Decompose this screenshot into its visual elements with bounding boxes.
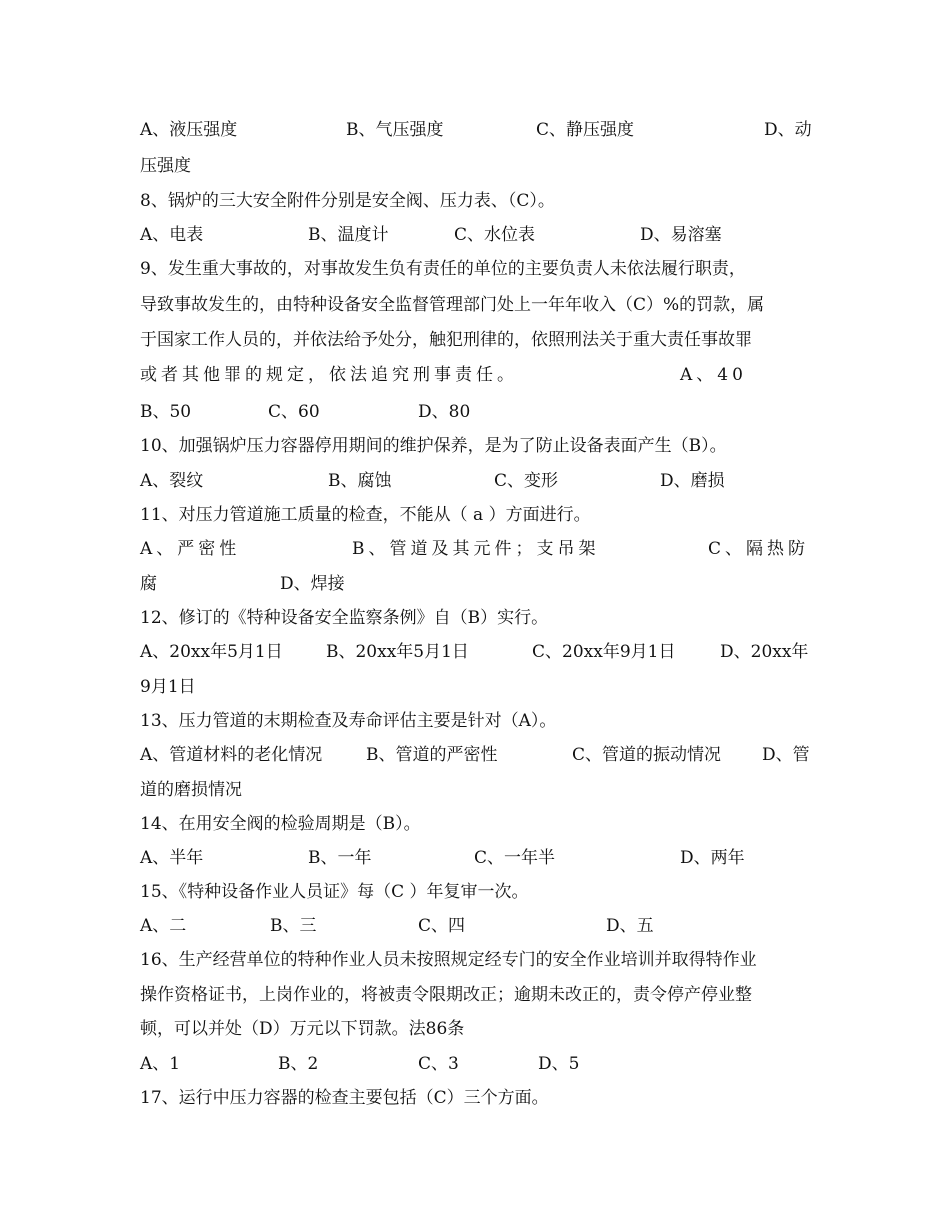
q7-option-b: B、气压强度	[346, 120, 444, 140]
q9-option-c: C、60	[268, 402, 320, 422]
q12-option-d-continued: 9月1日	[140, 677, 196, 697]
q9-option-d: D、80	[418, 402, 471, 422]
q11-option-c-continued: 腐	[140, 574, 157, 594]
q11-options-continued	[140, 567, 820, 601]
q15-option-b: B、三	[270, 916, 317, 936]
q13-option-d: D、管	[762, 745, 810, 765]
q13-option-c: C、管道的振动情况	[572, 745, 722, 765]
q8-question: 8、锅炉的三大安全附件分别是安全阀、压力表、（C）。	[140, 191, 555, 211]
q10-option-d: D、磨损	[660, 471, 725, 491]
q16-options	[140, 1047, 820, 1081]
q7-options	[140, 113, 820, 147]
q15-option-d: D、五	[606, 916, 654, 936]
q12-option-d: D、20xx年	[720, 642, 809, 662]
q16-option-a: A、1	[140, 1054, 181, 1074]
q17-question: 17、运行中压力容器的检查主要包括（C）三个方面。	[140, 1088, 549, 1108]
q10-option-a: A、裂纹	[140, 471, 204, 491]
q10-question: 10、加强锅炉压力容器停用期间的维护保养，是为了防止设备表面产生（B）。	[140, 436, 727, 456]
q10-option-c: C、变形	[494, 471, 559, 491]
q11-option-c: C、隔热防	[708, 539, 810, 559]
q16-option-c: C、3	[418, 1054, 459, 1074]
q14-options	[140, 841, 820, 875]
q9-question-line-1: 9、发生重大事故的，对事故发生负有责任的单位的主要负责人未依法履行职责，	[140, 259, 746, 279]
q9-question-tail: 或者其他罪的规定，依法追究刑事责任。	[140, 365, 518, 385]
q11-question: 11、对压力管道施工质量的检查，不能从（ a ）方面进行。	[140, 505, 591, 525]
q7-option-d: D、动	[764, 120, 812, 140]
q14-option-c: C、一年半	[474, 848, 556, 868]
q11-option-a: A、严密性	[140, 539, 241, 559]
q12-option-c: C、20xx年9月1日	[532, 642, 676, 662]
q7-option-c: C、静压强度	[536, 120, 635, 140]
q11-option-d: D、焊接	[280, 574, 345, 594]
q7-option-a: A、液压强度	[140, 120, 238, 140]
q16-question-line-2: 操作资格证书，上岗作业的，将被责令限期改正；逾期未改正的，责令停产停业整	[140, 985, 752, 1005]
q15-question: 15、《特种设备作业人员证》每（C ）年复审一次。	[140, 882, 529, 902]
q12-option-a: A、20xx年5月1日	[140, 642, 283, 662]
q9-options	[140, 395, 820, 429]
q15-option-c: C、四	[418, 916, 466, 936]
q13-option-b: B、管道的严密性	[366, 745, 498, 765]
q16-question-line-1: 16、生产经营单位的特种作业人员未按照规定经专门的安全作业培训并取得特作业	[140, 950, 757, 970]
q16-option-b: B、2	[278, 1054, 319, 1074]
q9-question-line-4	[140, 358, 820, 392]
q9-question-line-2: 导致事故发生的，由特种设备安全监督管理部门处上一年年收入（C）%的罚款，属	[140, 295, 765, 315]
q12-option-b: B、20xx年5月1日	[326, 642, 469, 662]
q16-option-d: D、5	[538, 1054, 580, 1074]
q15-option-a: A、二	[140, 916, 187, 936]
q9-option-b: B、50	[140, 402, 192, 422]
q7-option-d-continued: 压强度	[140, 156, 191, 176]
q13-option-d-continued: 道的磨损情况	[140, 780, 242, 800]
q9-option-a: A、40	[680, 365, 747, 385]
q15-options	[140, 909, 820, 943]
q9-question-line-3: 于国家工作人员的，并依法给予处分，触犯刑律的，依照刑法关于重大责任事故罪	[140, 330, 752, 350]
q12-question: 12、修订的《特种设备安全监察条例》自（B）实行。	[140, 608, 549, 628]
q8-option-c: C、水位表	[454, 225, 536, 245]
q13-option-a: A、管道材料的老化情况	[140, 745, 323, 765]
q16-question-line-3: 顿，可以并处（D）万元以下罚款。法86条	[140, 1019, 465, 1039]
q10-option-b: B、腐蚀	[328, 471, 392, 491]
q8-option-b: B、温度计	[308, 225, 389, 245]
q11-options	[140, 532, 820, 566]
q10-options	[140, 464, 820, 498]
q13-question: 13、压力管道的末期检查及寿命评估主要是针对（A）。	[140, 711, 557, 731]
q8-option-a: A、电表	[140, 225, 204, 245]
q12-options	[140, 635, 820, 669]
q14-option-a: A、半年	[140, 848, 204, 868]
q14-option-b: B、一年	[308, 848, 372, 868]
q13-options	[140, 738, 820, 772]
q8-option-d: D、易溶塞	[640, 225, 722, 245]
q14-option-d: D、两年	[680, 848, 745, 868]
q8-options	[140, 218, 820, 252]
q11-option-b: B、管道及其元件；支吊架	[352, 539, 600, 559]
q14-question: 14、在用安全阀的检验周期是（B）。	[140, 814, 421, 834]
